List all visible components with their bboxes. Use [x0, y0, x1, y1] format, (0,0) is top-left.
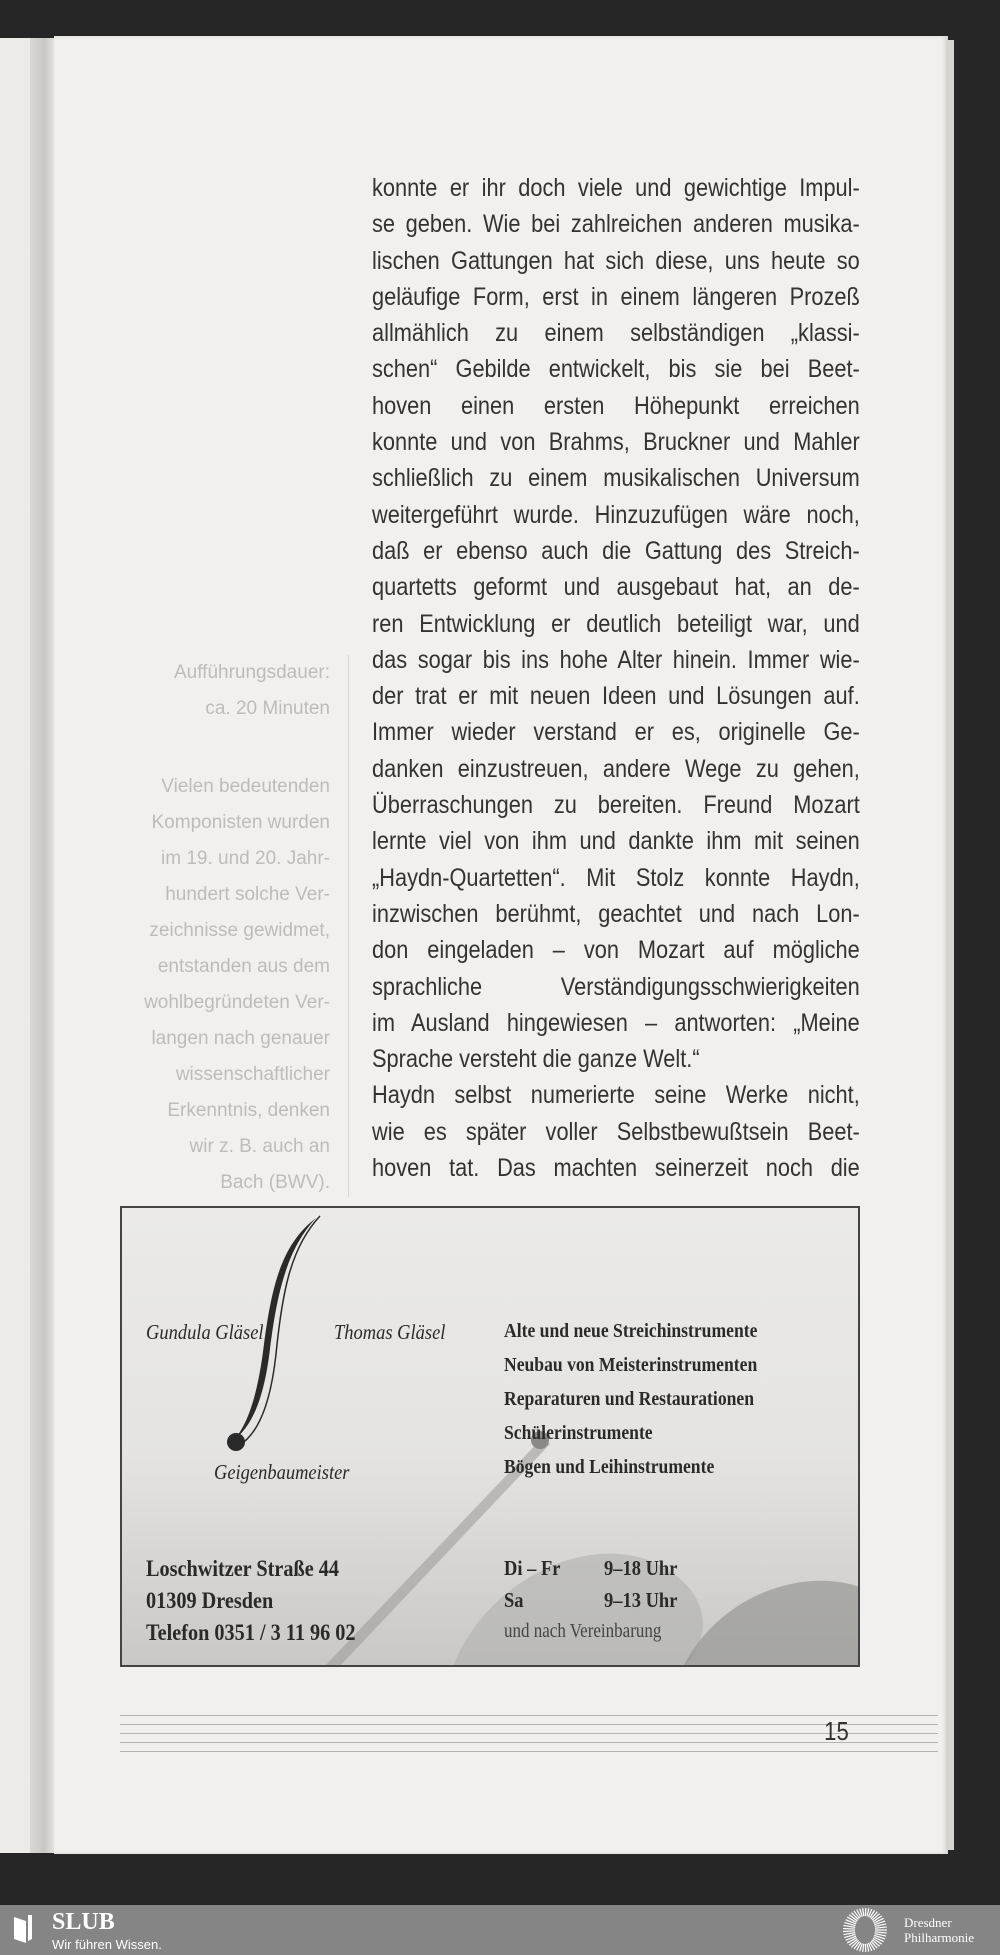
sidebar-duration-value: ca. 20 Minuten — [205, 698, 330, 719]
ad-service: Neubau von Meisterinstrumenten — [504, 1354, 758, 1376]
body-line: don eingeladen – von Mozart auf mögliche — [372, 936, 860, 965]
sidebar-note-line: Vielen bedeutenden — [161, 776, 330, 797]
sidebar-divider — [348, 655, 349, 1197]
sidebar-note-line: Bach (BWV). — [220, 1172, 330, 1193]
body-line: weitergeführt wurde. Hinzuzufügen wäre noch, — [372, 500, 860, 529]
philharmonie-sunburst-icon — [842, 1907, 888, 1953]
book-gutter — [30, 38, 54, 1853]
body-line: Immer wieder verstand er es, originelle Ge- — [372, 718, 860, 747]
sidebar-note-line: entstanden aus dem — [157, 956, 330, 977]
body-line: lischen Gattungen hat sich diese, uns heute so — [372, 246, 860, 275]
philharmonie-logo-text[interactable] — [904, 1915, 974, 1945]
advertisement — [120, 1206, 860, 1667]
body-line: konnte er ihr doch viele und gewichtige Impul- — [372, 174, 860, 202]
ad-hours-note: und nach Vereinbarung — [504, 1620, 662, 1642]
philharmonie-line1: Dresdner — [904, 1915, 952, 1930]
philharmonie-line2: Philharmonie — [904, 1930, 975, 1945]
body-line: das sogar bis ins hohe Alter hinein. Immer wie- — [372, 645, 860, 674]
sidebar-note-line: zeichnisse gewidmet, — [149, 920, 330, 941]
ad-address — [146, 1556, 384, 1652]
body-line: se geben. Wie bei zahlreichen anderen musika- — [372, 210, 860, 239]
ad-name-left: Gundula Gläsel — [146, 1320, 264, 1344]
body-line: „Haydn-Quartetten“. Mit Stolz konnte Haydn, — [372, 863, 860, 892]
sidebar-note-line: Komponisten wurden — [151, 812, 330, 833]
sidebar-note-line: langen nach genauer — [151, 1028, 330, 1049]
ad-name-right: Thomas Gläsel — [334, 1320, 446, 1344]
ad-hours — [504, 1556, 804, 1643]
ad-service: Reparaturen und Restaurationen — [504, 1388, 755, 1410]
body-text — [372, 170, 860, 1186]
body-line: danken einzustreuen, andere Wege zu gehen, — [372, 754, 860, 783]
sidebar-duration-label: Aufführungsdauer: — [174, 662, 330, 683]
footer-bar — [0, 1905, 1000, 1955]
body-line: der trat er mit neuen Ideen und Lösungen auf. — [372, 682, 860, 711]
body-line: Überraschungen zu bereiten. Freund Mozart — [372, 791, 860, 820]
body-line: Sprache versteht die ganze Welt.“ — [372, 1045, 700, 1074]
body-line: Haydn selbst numerierte seine Werke nicht, — [372, 1081, 860, 1110]
slub-tagline: Wir führen Wissen. — [52, 1937, 162, 1952]
ad-city: 01309 Dresden — [146, 1588, 274, 1613]
body-line: schließlich zu einem musikalischen Universum — [372, 464, 860, 493]
ad-phone: Telefon 0351 / 3 11 96 02 — [146, 1620, 356, 1645]
body-line: sprachliche Verständigungsschwierigkeiten — [372, 972, 860, 1001]
ad-service: Bögen und Leihinstrumente — [504, 1456, 715, 1478]
facing-page-edge — [0, 38, 30, 1853]
ad-hours-time: 9–13 Uhr — [604, 1588, 678, 1612]
ad-service: Schülerinstrumente — [504, 1422, 653, 1444]
sidebar-note-line: wohlbegründeten Ver- — [144, 992, 330, 1013]
sidebar-note-line: wissenschaftlicher — [175, 1064, 330, 1085]
body-line: allmählich zu einem selbständigen „klassi- — [372, 319, 860, 348]
body-line: hoven tat. Das machten seinerzeit noch die — [372, 1154, 860, 1183]
slub-book-icon — [12, 1913, 34, 1945]
body-line: hoven einen ersten Höhepunkt erreichen — [372, 391, 860, 420]
body-line: schen“ Gebilde entwickelt, bis sie bei Beet- — [372, 355, 860, 384]
body-line: ren Entwicklung er deutlich beteiligt war, und — [372, 609, 860, 638]
ad-hours-days: Di – Fr — [504, 1556, 561, 1580]
music-staff-decoration — [120, 1715, 938, 1753]
body-line: konnte und von Brahms, Bruckner und Mahler — [372, 428, 860, 457]
sidebar-note-line: Erkenntnis, denken — [167, 1100, 330, 1121]
body-line: inzwischen berühmt, geachtet und nach Lon- — [372, 899, 860, 928]
ad-service: Alte und neue Streichinstrumente — [504, 1320, 758, 1342]
ad-street: Loschwitzer Straße 44 — [146, 1556, 340, 1581]
sidebar-note — [100, 655, 330, 1201]
page-edge — [946, 40, 954, 1850]
sidebar-note-line: hundert solche Ver- — [165, 884, 330, 905]
body-line: quartetts geformt und ausgebaut hat, an de- — [372, 573, 860, 602]
page-number: 15 — [824, 1716, 849, 1746]
ad-profession: Geigenbaumeister — [214, 1460, 350, 1484]
sidebar-note-line: wir z. B. auch an — [189, 1136, 330, 1157]
body-line: wie es später voller Selbstbewußtsein Beet- — [372, 1117, 860, 1146]
ad-services — [504, 1320, 792, 1490]
body-line: daß er ebenso auch die Gattung des Streich- — [372, 536, 860, 565]
body-line: lernte viel von ihm und dankte ihm mit seinen — [372, 827, 860, 856]
body-line: im Ausland hingewiesen – antworten: „Meine — [372, 1008, 860, 1037]
sidebar-note-line: im 19. und 20. Jahr- — [161, 848, 330, 869]
sidebar-footnote — [100, 769, 330, 1201]
body-line: geläufige Form, erst in einem längeren Prozeß — [372, 282, 860, 311]
slub-logo-text[interactable]: SLUB — [52, 1909, 115, 1935]
ad-hours-time: 9–18 Uhr — [604, 1556, 678, 1580]
ad-hours-days: Sa — [504, 1588, 524, 1612]
